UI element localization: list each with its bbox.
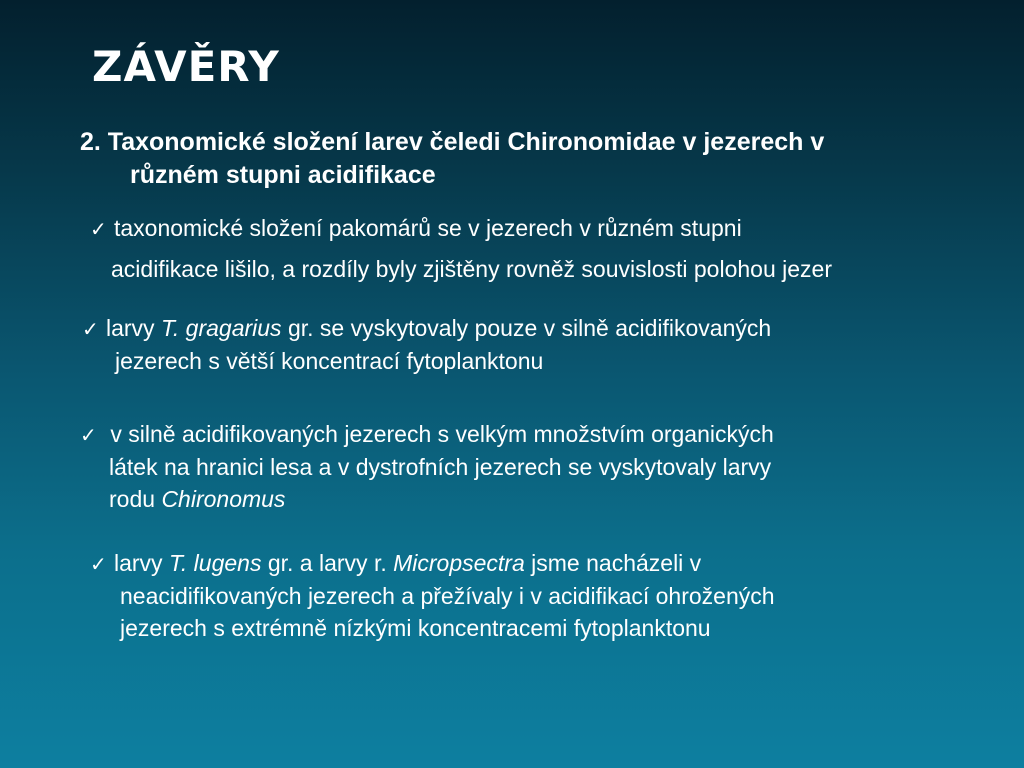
bullet-4-genus-name: Micropsectra xyxy=(393,550,525,576)
bullet-2-text-b: gr. se vyskytovaly pouze v silně acidifikovaných xyxy=(281,315,772,341)
bullet-2-row-2: jezerech s větší koncentrací fytoplanktonu xyxy=(115,348,544,374)
bullet-3-row-1 xyxy=(80,418,774,451)
bullet-2-row-1 xyxy=(82,312,771,345)
checkmark-icon: ✓ xyxy=(90,552,107,576)
bullet-4-text-a: larvy xyxy=(114,550,169,576)
bullet-4-species-name: T. lugens xyxy=(168,550,262,576)
bullet-4-row-3: jezerech s extrémně nízkými koncentracemi fytoplanktonu xyxy=(120,615,711,641)
bullet-2 xyxy=(82,312,771,377)
bullet-3-genus-name: Chironomus xyxy=(161,486,286,512)
bullet-3-row-2: látek na hranici lesa a v dystrofních jezerech se vyskytovaly larvy xyxy=(109,454,772,480)
bullet-4-row-1 xyxy=(90,547,775,580)
bullet-3-row-3 xyxy=(80,483,774,515)
bullet-4-row-2: neacidifikovaných jezerech a přežívaly i v acidifikací ohrožených xyxy=(120,583,775,609)
bullet-3-text-3a: rodu xyxy=(109,486,162,512)
checkmark-icon: ✓ xyxy=(90,217,107,241)
bullet-1-text-1: taxonomické složení pakomárů se v jezerech v různém stupni xyxy=(114,215,742,241)
subtitle-line-1: 2. Taxonomické složení larev čeledi Chironomidae v jezerech v xyxy=(80,128,825,156)
slide-subtitle xyxy=(80,126,1020,192)
bullet-4-text-c: jsme nacházeli v xyxy=(524,550,702,576)
slide-title: ZÁVĚRY xyxy=(92,42,280,91)
bullet-4-text-b: gr. a larvy r. xyxy=(261,550,394,576)
bullet-3-text-1: v silně acidifikovaných jezerech s velkým množstvím organických xyxy=(104,421,774,447)
subtitle-line-2: různém stupni acidifikace xyxy=(130,161,436,189)
checkmark-icon: ✓ xyxy=(82,317,99,341)
bullet-2-species-name: T. gragarius xyxy=(160,315,282,341)
bullet-2-text-a: larvy xyxy=(106,315,161,341)
bullet-1-row-1 xyxy=(90,212,832,245)
bullet-1 xyxy=(90,212,832,285)
bullet-4 xyxy=(90,547,775,644)
bullet-3 xyxy=(80,418,774,515)
checkmark-icon: ✓ xyxy=(80,423,97,447)
bullet-1-row-2: acidifikace lišilo, a rozdíly byly zjištěny rovněž souvislosti polohou jezer xyxy=(111,256,832,282)
